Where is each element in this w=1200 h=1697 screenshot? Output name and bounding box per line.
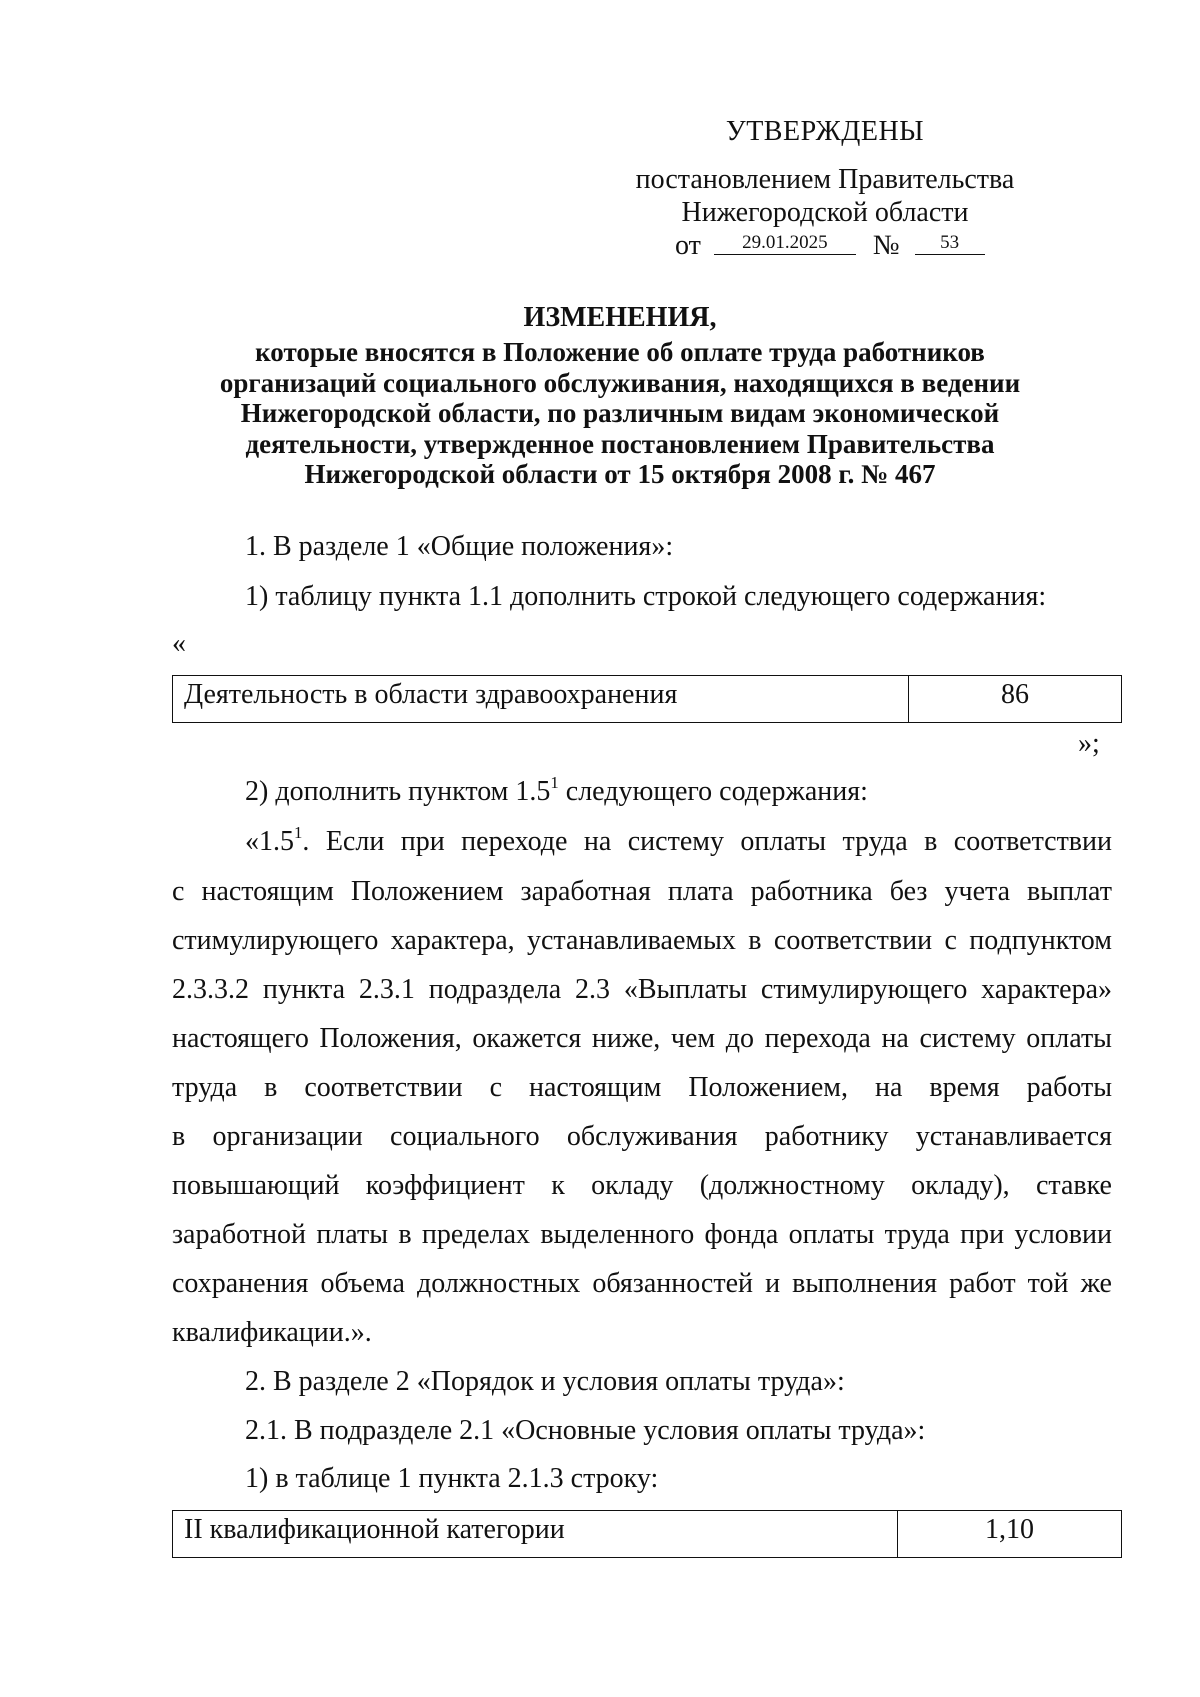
- table-cell-coefficient: 1,10: [985, 1514, 1034, 1545]
- text-span: 2) дополнить пунктом 1.5: [245, 776, 551, 807]
- approval-line-1: постановлением Правительства: [635, 164, 1015, 195]
- paragraph-table-addition: 1) таблицу пункта 1.1 дополнить строкой следующего содержания:: [245, 581, 1047, 612]
- paragraph-line: сохранения объема должностных обязанностей и выполнения работ той же: [172, 1268, 1112, 1299]
- text-span: . Если при переходе на систему оплаты труда в соответствии: [302, 826, 1112, 857]
- open-quote: «: [172, 628, 186, 659]
- paragraph-table-1-row: 1) в таблице 1 пункта 2.1.3 строку:: [245, 1463, 659, 1494]
- approval-date-row: [675, 229, 985, 263]
- table-cell-activity: Деятельность в области здравоохранения: [173, 676, 909, 722]
- paragraph-section-2: 2. В разделе 2 «Порядок и условия оплаты труда»:: [245, 1366, 845, 1397]
- number-sign: №: [872, 230, 900, 261]
- paragraph-line: в организации социального обслуживания работнику устанавливается: [172, 1121, 1112, 1152]
- date-field: 29.01.2025: [714, 232, 856, 255]
- document-title: ИЗМЕНЕНИЯ,: [523, 302, 717, 333]
- subtitle-line: организаций социального обслуживания, находящихся в ведении: [219, 367, 1021, 398]
- paragraph-subsection-2-1: 2.1. В подразделе 2.1 «Основные условия оплаты труда»:: [245, 1415, 926, 1446]
- table-row-category: [172, 1510, 1122, 1558]
- table-cell-code: 86: [1001, 679, 1029, 710]
- text-span: «1.5: [245, 826, 294, 857]
- subtitle-line: которые вносятся в Положение об оплате труда работников: [255, 337, 985, 367]
- table-cell-category: II квалификационной категории: [173, 1511, 898, 1557]
- date-prefix: от: [675, 230, 701, 261]
- paragraph-line: настоящего Положения, окажется ниже, чем до перехода на систему оплаты: [172, 1023, 1112, 1054]
- table-row-added: [172, 675, 1122, 723]
- number-field: 53: [915, 232, 985, 255]
- paragraph-line: с настоящим Положением заработная плата работника без учета выплат: [172, 876, 1112, 907]
- paragraph-section-1: 1. В разделе 1 «Общие положения»:: [245, 531, 674, 562]
- subtitle-line: деятельности, утвержденное постановлением Правительства: [245, 428, 995, 459]
- approval-line-2: Нижегородской области: [681, 197, 969, 228]
- superscript: 1: [294, 822, 303, 842]
- superscript: 1: [550, 772, 559, 792]
- subtitle-line: Нижегородской области, по различным видам экономической: [240, 398, 1000, 428]
- close-quote: »;: [1078, 728, 1100, 759]
- paragraph-line: повышающий коэффициент к окладу (должностному окладу), ставке: [172, 1170, 1112, 1201]
- paragraph-point-first-line: [245, 822, 1112, 859]
- paragraph-line: стимулирующего характера, устанавливаемых в соответствии с подпунктом: [172, 925, 1112, 956]
- paragraph-line-last: квалификации.».: [172, 1317, 372, 1348]
- document-subtitle: [170, 337, 1070, 490]
- paragraph-line: труда в соответствии с настоящим Положением, на время работы: [172, 1072, 1112, 1103]
- approval-title: УТВЕРЖДЕНЫ: [725, 116, 925, 147]
- text-span: следующего содержания:: [558, 776, 868, 807]
- paragraph-line: заработной платы в пределах выделенного фонда оплаты труда при условии: [172, 1219, 1112, 1250]
- text-span: [245, 822, 303, 859]
- subtitle-line: Нижегородской области от 15 октября 2008 г. № 467: [304, 459, 936, 489]
- paragraph-add-point: [245, 772, 868, 809]
- paragraph-line: 2.3.3.2 пункта 2.3.1 подраздела 2.3 «Выплаты стимулирующего характера»: [172, 974, 1112, 1005]
